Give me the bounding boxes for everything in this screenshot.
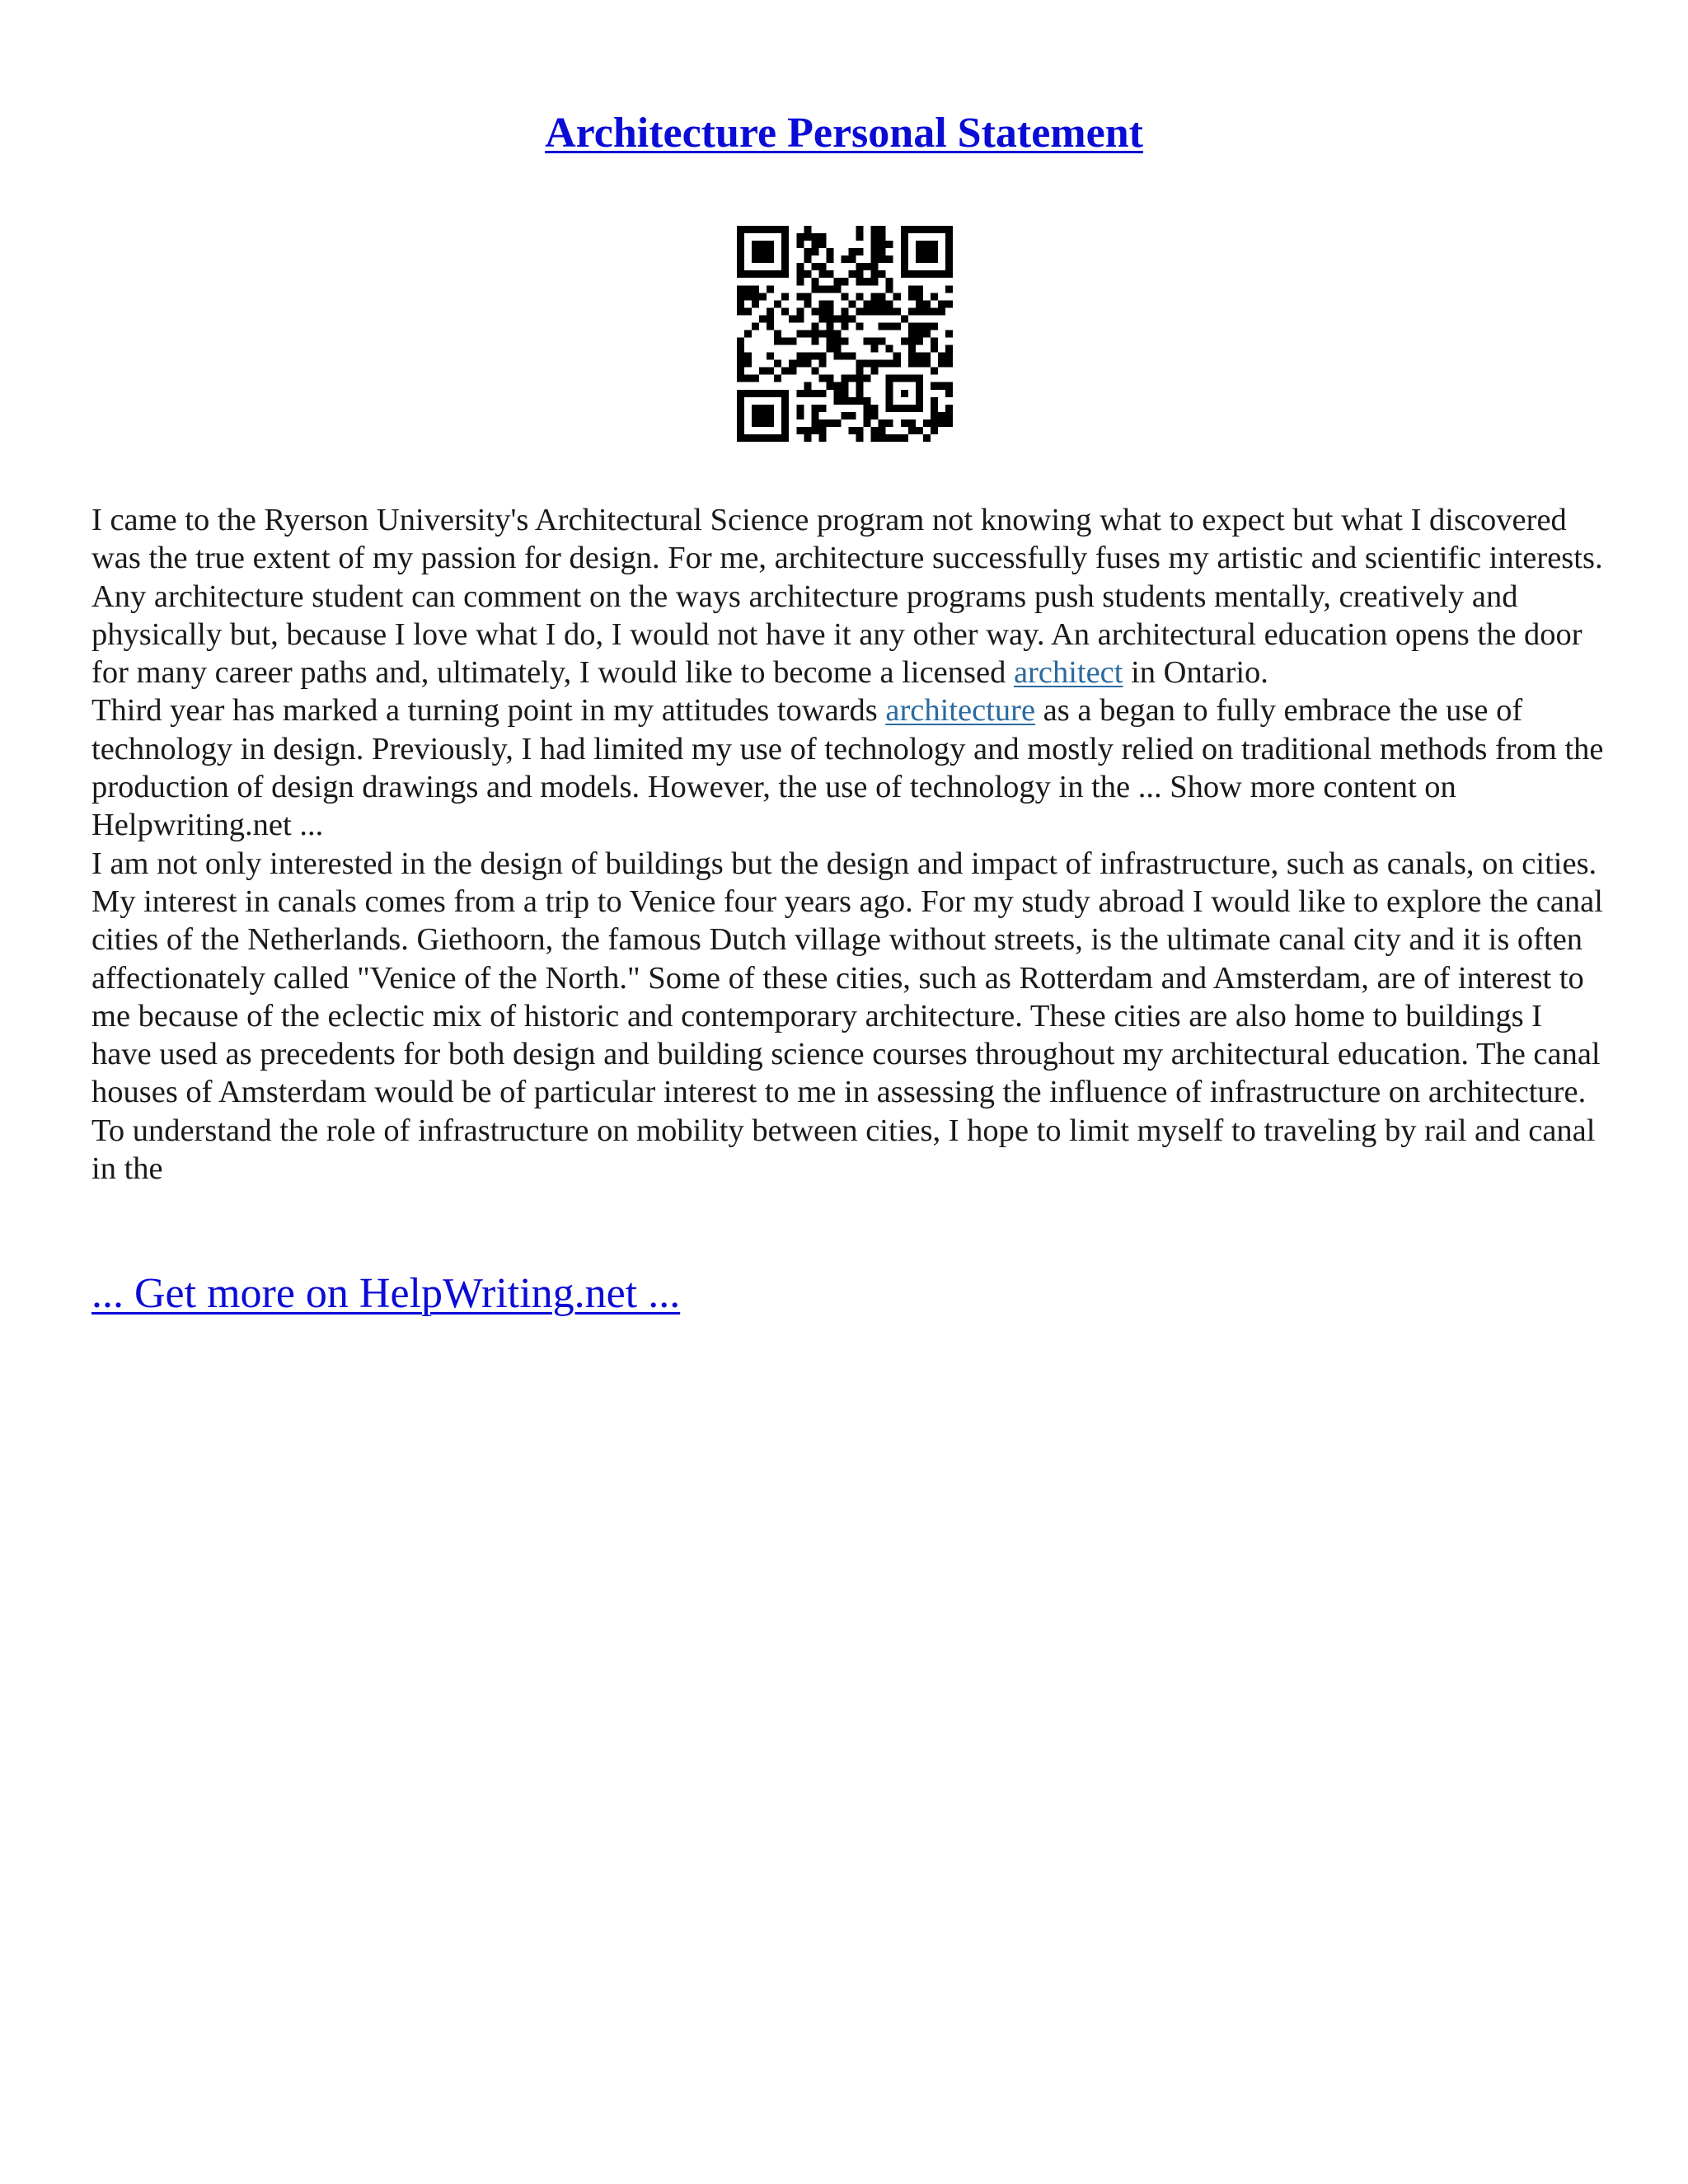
qr-code-icon: [737, 226, 953, 442]
paragraph-1-text-end: in Ontario.: [1123, 655, 1268, 691]
statement-body: [91, 501, 1608, 1188]
title-link[interactable]: Architecture Personal Statement: [545, 110, 1143, 157]
architecture-link[interactable]: architecture: [885, 693, 1036, 729]
get-more-container: [91, 1268, 680, 1320]
get-more-link[interactable]: ... Get more on HelpWriting.net ...: [91, 1270, 681, 1317]
page-title: [0, 107, 1688, 160]
paragraph-2-text-start: Third year has marked a turning point in my attitudes towards: [91, 693, 886, 729]
architect-link[interactable]: architect: [1013, 655, 1123, 691]
paragraph-2-text-end: as a began to fully embrace the use of technology in design. Previously, I had limited my use of technology and mostly relied on traditional methods from the production of design drawings and models. However, the use of technology in the ... Show more content on Helpwriting.net ...: [91, 693, 1604, 843]
paragraph-1: [91, 501, 1608, 691]
paragraph-1-text-start: I came to the Ryerson University's Architectural Science program not knowing what to expect but what I discovered was the true extent of my passion for design. For me, architecture successfully fuses my artistic and scientific interests. Any architecture student can comment on the ways architecture programs push students mentally, creatively and physically but, because I love what I do, I would not have it any other way. An architectural education opens the door for many career paths and, ultimately, I would like to become a licensed: [91, 503, 1603, 691]
paragraph-3: I am not only interested in the design of buildings but the design and impact of infrastructure, such as canals, on cities. My interest in canals comes from a trip to Venice four years ago. For my study abroad I would like to explore the canal cities of the Netherlands. Giethoorn, the famous Dutch village without streets, is the ultimate canal city and it is often affectionately called "Venice of the North." Some of these cities, such as Rotterdam and Amsterdam, are of interest to me because of the eclectic mix of historic and contemporary architecture. These cities are also home to buildings I have used as precedents for both design and building science courses throughout my architectural education. The canal houses of Amsterdam would be of particular interest to me in assessing the influence of infrastructure on architecture. To understand the role of infrastructure on mobility between cities, I hope to limit myself to traveling by rail and canal in the: [91, 846, 1603, 1187]
paragraph-2: [91, 691, 1608, 844]
